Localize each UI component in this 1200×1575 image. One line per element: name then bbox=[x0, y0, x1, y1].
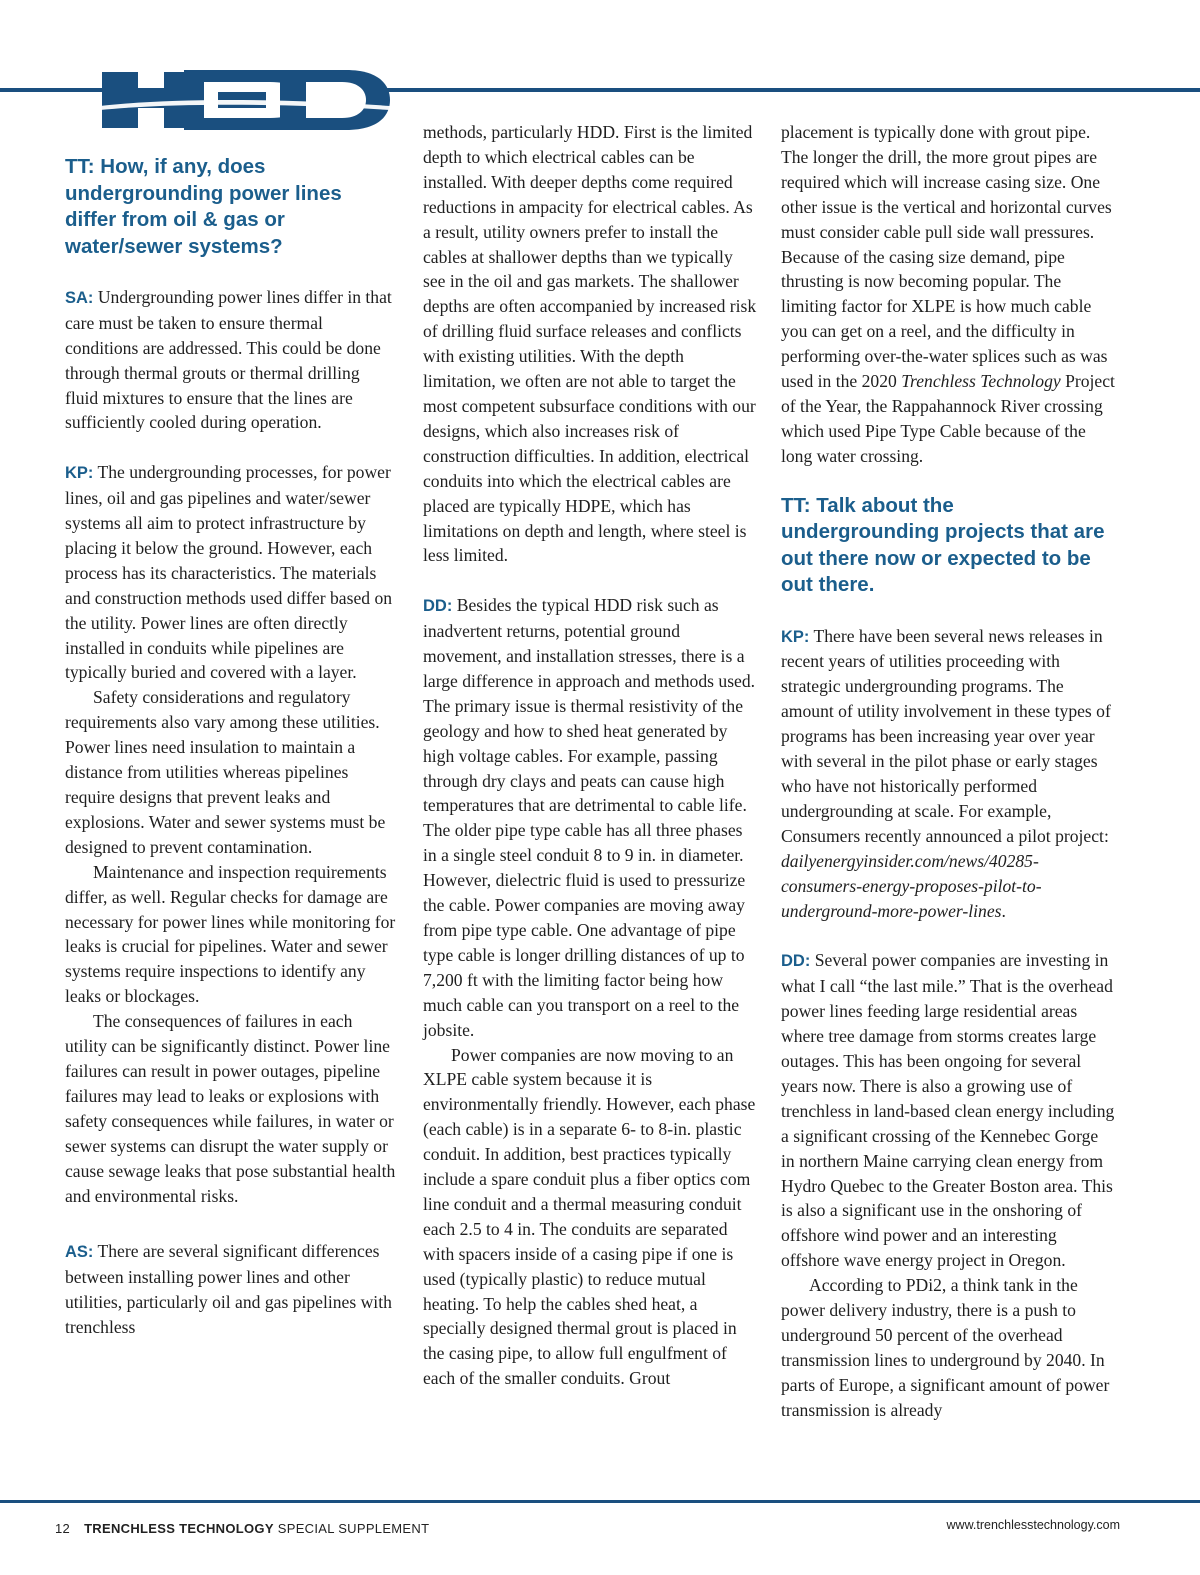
column-3 bbox=[781, 120, 1115, 1423]
column-1 bbox=[65, 120, 397, 1340]
question-heading-1: TT: How, if any, does undergrounding power lines differ from oil & gas or water/sewer systems? bbox=[65, 155, 342, 258]
answer-kp bbox=[781, 624, 1115, 924]
answer-text: Undergrounding power lines differ in that care must be taken to ensure thermal conditions are addressed. This could be done through thermal grouts or thermal drilling fluid mixtures to ensure that the lines are sufficiently cooled during operation. bbox=[65, 286, 392, 433]
speaker-label-kp: KP: bbox=[65, 464, 94, 483]
paragraph-text: Project of the Year, the Rappahannock River crossing which used Pipe Type Cable because of the long water crossing. bbox=[781, 371, 1115, 466]
paragraph: Power companies are now moving to an XLPE cable system because it is environmentally friendly. However, each phase (each cable) is in a separate 6- to 8-in. plastic conduit. In addition, best practices typically include a spare conduit plus a fiber optics com line conduit and a thermal measuring conduit each 2.5 to 4 in. The conduits are separated with spacers inside of a casing pipe if one is used (typically plastic) to reduce mutual heating. To help the cables shed heat, a specially designed thermal grout is placed in the casing pipe, to allow full engulfment of each of the smaller conduits. Grout bbox=[423, 1044, 756, 1389]
speaker-label-sa: SA: bbox=[65, 288, 94, 307]
paragraph: methods, particularly HDD. First is the limited depth to which electrical cables can be installed. With deeper depths come required reductions in ampacity for electrical cables. As a result, utility owners prefer to install the cables at shallower depths than we typically see in the oil and gas markets. The shallower depths are often accompanied by increased risk of drilling fluid surface releases and conflicts with existing utilities. With the depth limitation, we often are not able to target the most competent subsurface conditions with our designs, which also increases risk of construction difficulties. In addition, electrical conduits into which the electrical cables are placed are typically HDPE, which has limitations on depth and length, where steel is less limited. bbox=[423, 122, 757, 566]
speaker-label-dd: DD: bbox=[423, 597, 453, 616]
paragraph: According to PDi2, a think tank in the power delivery industry, there is a push to underground 50 percent of the overhead transmission lines to underground by 2040. In parts of Europe, a significant amount of power transmission is already bbox=[781, 1275, 1110, 1420]
publication-name: TRENCHLESS TECHNOLOGY bbox=[84, 1521, 274, 1536]
speaker-label-as: AS: bbox=[65, 1243, 94, 1262]
speaker-label-kp: KP: bbox=[781, 627, 810, 646]
section-name: SPECIAL SUPPLEMENT bbox=[277, 1521, 430, 1536]
paragraph bbox=[781, 120, 1115, 469]
footer-url[interactable]: www.trenchlesstechnology.com bbox=[946, 1518, 1120, 1532]
paragraph: Safety considerations and regulatory requirements also vary among these utilities. Power lines need insulation to maintain a distance from utilities whereas pipelines require designs that prevent leaks and explosions. Water and sewer systems must be designed to prevent contamination. bbox=[65, 687, 386, 857]
answer-kp bbox=[65, 460, 397, 685]
question-heading-2: TT: Talk about the undergrounding projects that are out there now or expected to be out there. bbox=[781, 493, 1105, 597]
answer-dd bbox=[781, 948, 1115, 1273]
answer-text: The undergrounding processes, for power lines, oil and gas pipelines and water/sewer systems all aim to protect infrastructure by placing it below the ground. However, each process has its characteristics. The materials and construction methods used differ based on the utility. Power lines are often directly installed in conduits while pipelines are typically buried and covered with a layer. bbox=[65, 462, 393, 683]
speaker-label-dd: DD: bbox=[781, 952, 811, 971]
answer-dd bbox=[423, 593, 758, 1042]
answer-text: Besides the typical HDD risk such as inadvertent returns, potential ground movement, and installation stresses, there is a large difference in approach and methods used. The primary issue is thermal resistivity of the geology and how to shed heat generated by high voltage cables. For example, passing through dry clays and peats can cause high temperatures that are detrimental to cable life. The older pipe type cable has all three phases in a single steel conduit 8 to 9 in. in diameter. However, dielectric fluid is used to pressurize the cable. Power companies are moving away from pipe type cable. One advantage of pipe type cable is longer drilling distances of up to 7,200 ft with the limiting factor being how much cable can you transport on a reel to the jobsite. bbox=[423, 595, 756, 1040]
answer-text: . bbox=[1001, 900, 1006, 921]
answer-text: There have been several news releases in recent years of utilities proceeding with strategic undergrounding programs. The amount of utility involvement in these types of programs has been increasing year over year with several in the pilot phase or early stages who have not historically performed undergrounding at scale. For example, Consumers recently announced a pilot project: bbox=[781, 625, 1111, 846]
column-2 bbox=[423, 120, 758, 1391]
answer-text: Several power companies are investing in what I call “the last mile.” That is the overhead power lines feeding large residential areas where tree damage from storms creates large outages. This has been ongoing for several years now. There is also a growing use of trenchless in land-based clean energy including a significant crossing of the Kennebec Gorge in northern Maine carrying clean energy from Hydro Quebec to the Greater Boston area. This is also a significant use in the onshoring of offshore wind power and an interesting offshore wave energy project in Oregon. bbox=[781, 950, 1115, 1271]
footer-rule bbox=[0, 1500, 1200, 1503]
paragraph: The consequences of failures in each utility can be significantly distinct. Power line failures can result in power outages, pipeline failures may lead to leaks or explosions with safety consequences while failures, in water or sewer systems can disrupt the water supply or cause sewage leaks that pose substantial health and environmental risks. bbox=[65, 1011, 396, 1206]
footer-info bbox=[55, 1521, 429, 1536]
article-link[interactable]: dailyenergyinsider.com/news/40285-consumers-energy-proposes-pilot-to-underground-more-power-lines bbox=[781, 850, 1042, 921]
paragraph-text: placement is typically done with grout pipe. The longer the drill, the more grout pipes are required which will increase casing size. One other issue is the vertical and horizontal curves must consider cable pull side wall pressures. Because of the casing size demand, pipe thrusting is now becoming popular. The limiting factor for XLPE is how much cable you can get on a reel, and the difficulty in performing over-the-water splices such as was used in the 2020 bbox=[781, 122, 1112, 392]
answer-text: There are several significant differences between installing power lines and other utilities, particularly oil and gas pipelines with trenchless bbox=[65, 1241, 392, 1338]
answer-sa bbox=[65, 285, 397, 435]
paragraph: Maintenance and inspection requirements differ, as well. Regular checks for damage are necessary for power lines while monitoring for leaks is crucial for pipelines. Water and sewer systems require inspections to identify any leaks or blockages. bbox=[65, 861, 396, 1007]
answer-as bbox=[65, 1239, 397, 1340]
publication-title: Trenchless Technology bbox=[901, 371, 1061, 392]
page-number: 12 bbox=[55, 1521, 71, 1536]
logo-text: HDD bbox=[100, 68, 103, 69]
